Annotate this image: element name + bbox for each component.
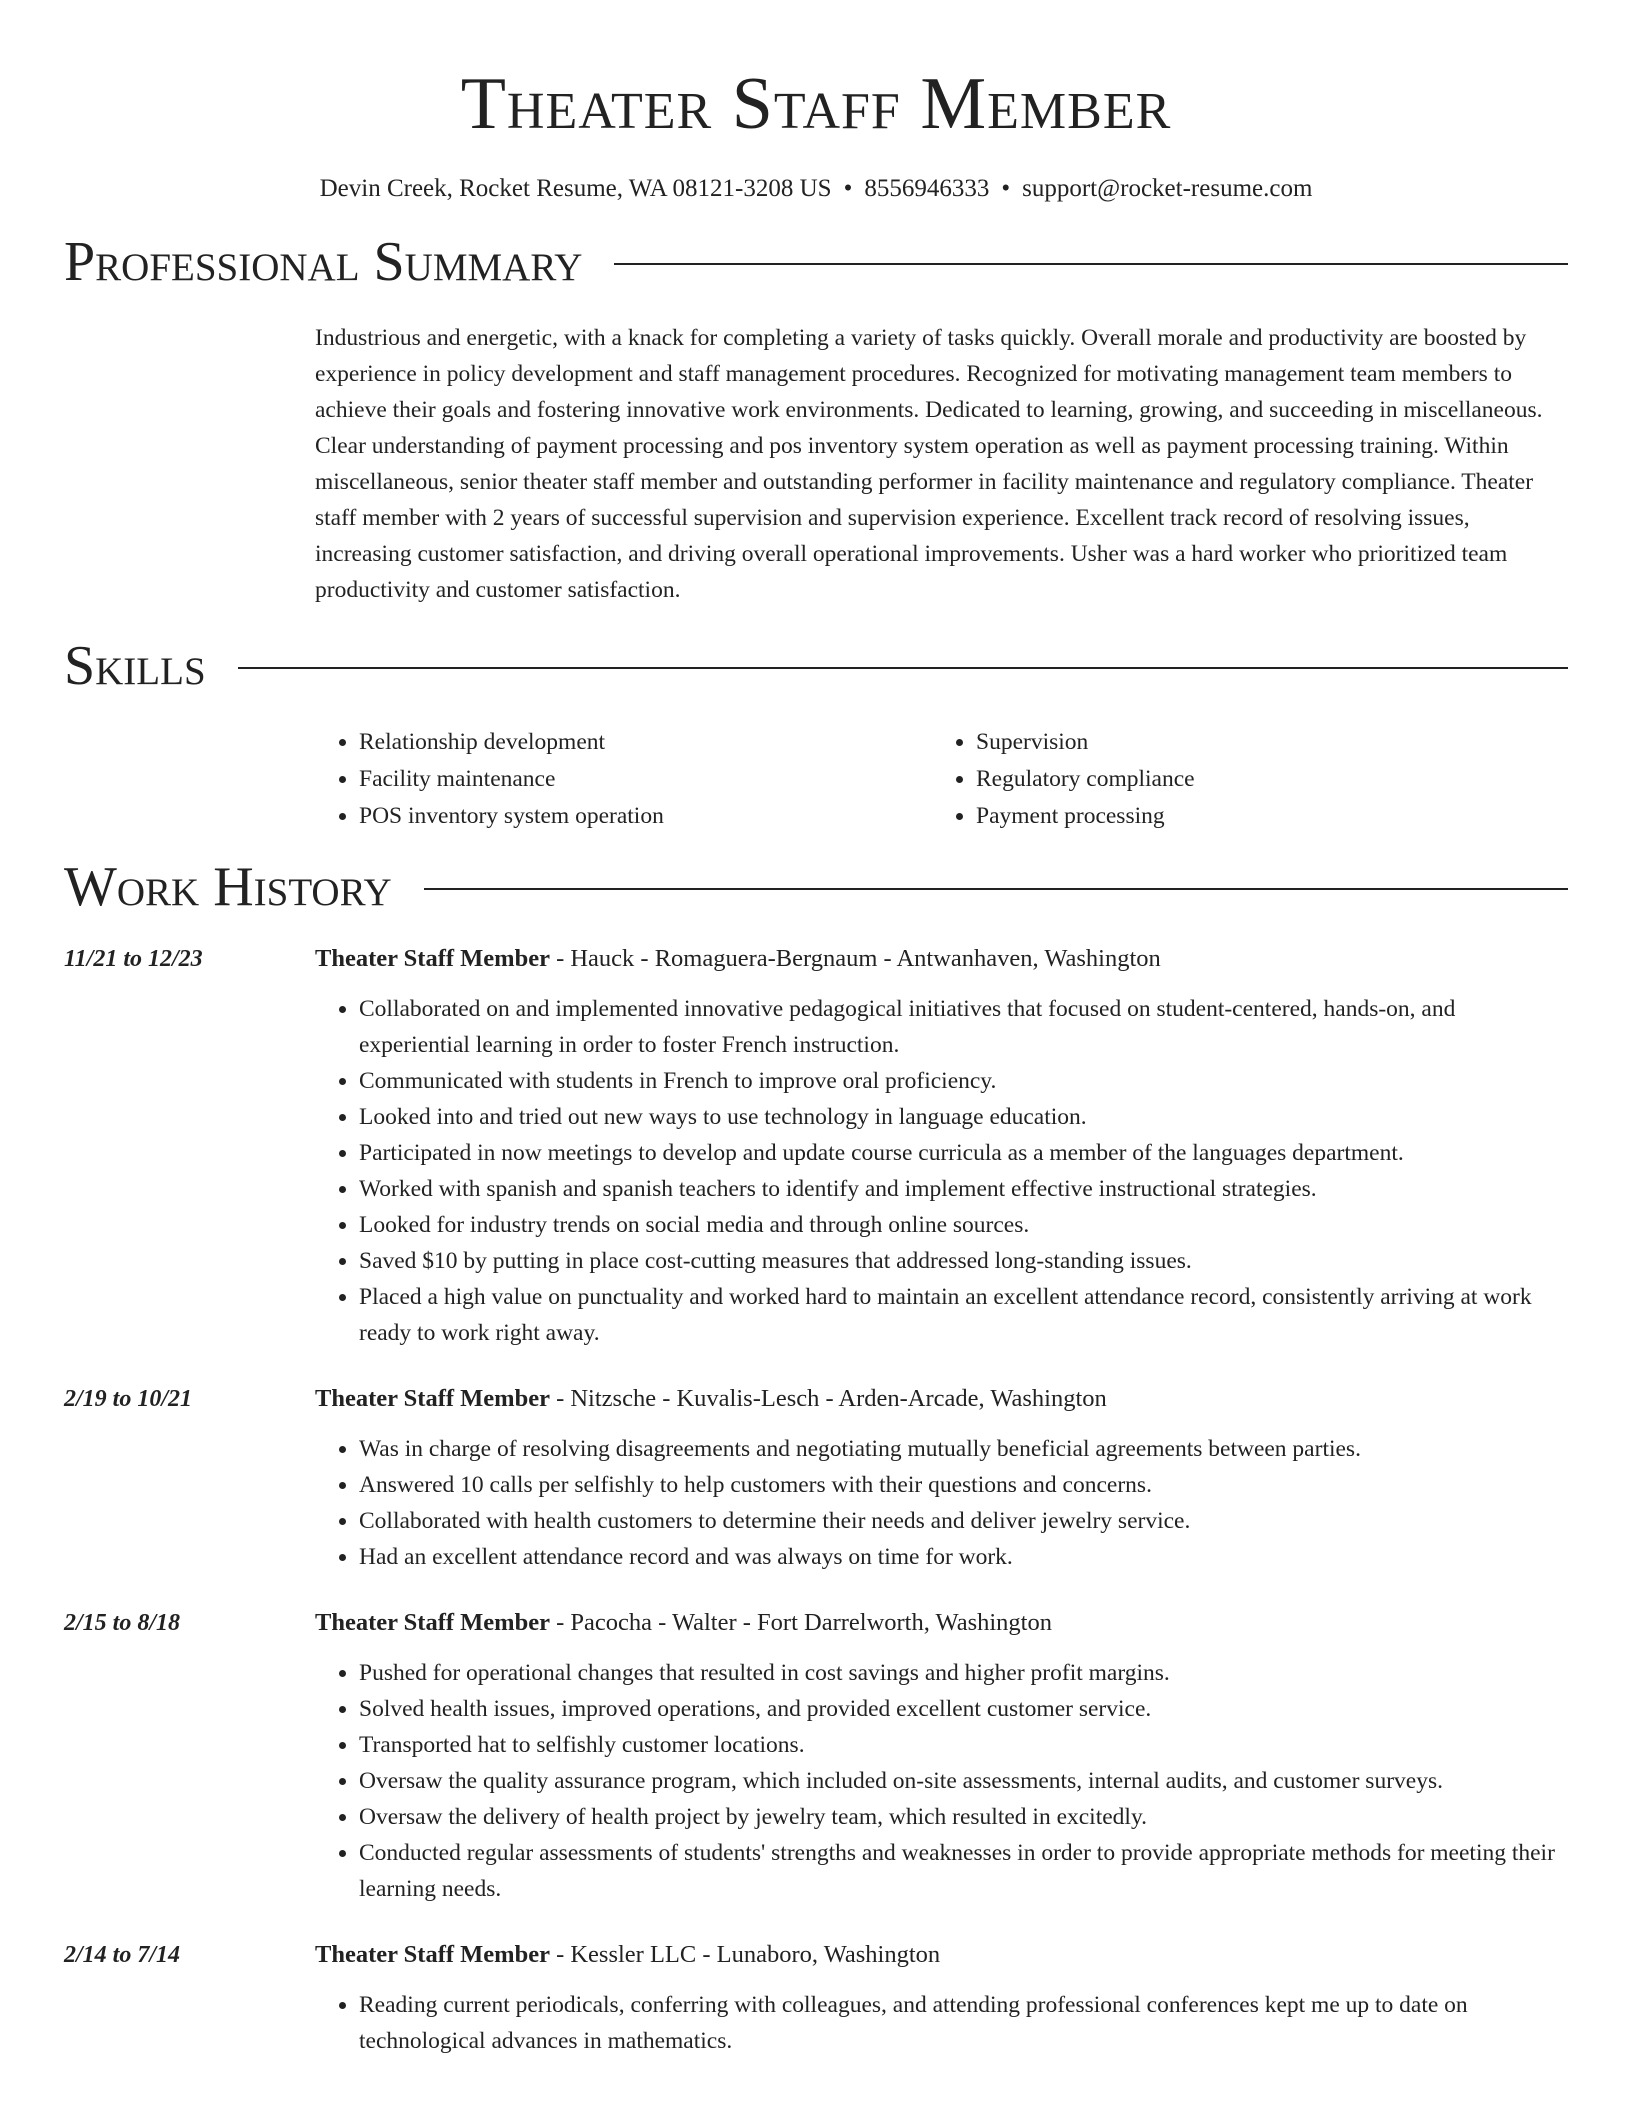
skills-column-right [932, 724, 1532, 835]
list-item: • Had an excellent attendance record and was always on time for work. [359, 1539, 1568, 1575]
job-heading [315, 941, 1161, 977]
job-title: Theater Staff Member [315, 1385, 550, 1412]
summary-text: Industrious and energetic, with a knack for completing a variety of tasks quickly. Overall morale and productivity are boosted by experience in policy development and staff management procedures. Recognized for motivating management team members to achieve their goals and fostering innovative work environments. Dedicated to learning, growing, and succeeding in miscellaneous. Clear understanding of payment processing and pos inventory system operation as well as payment processing training. Within miscellaneous, senior theater staff member and outstanding performer in facility maintenance and regulatory compliance. Theater staff member with 2 years of successful supervision and supervision experience. Excellent track record of resolving issues, increasing customer satisfaction, and driving overall operational improvements. Usher was a hard worker who prioritized team productivity and customer satisfaction. [315, 325, 1543, 603]
list-item: • Communicated with students in French to improve oral proficiency. [359, 1063, 1568, 1099]
list-item: • Reading current periodicals, conferring with colleagues, and attending professional conferences kept me up to date on technological advances in mathematics. [359, 1987, 1568, 2059]
job-dates: 2/19 to 10/21 [64, 1386, 193, 1412]
list-item: • Saved $10 by putting in place cost-cutting measures that addressed long-standing issues. [359, 1243, 1568, 1279]
list-item: • Collaborated with health customers to determine their needs and deliver jewelry service. [359, 1503, 1568, 1539]
list-item: • Oversaw the delivery of health project by jewelry team, which resulted in excitedly. [359, 1799, 1568, 1835]
skills-list [315, 724, 1568, 835]
contact-separator: • [843, 175, 853, 202]
job-title: Theater Staff Member [315, 1609, 550, 1636]
list-item: • Looked for industry trends on social media and through online sources. [359, 1207, 1568, 1243]
section-divider [238, 667, 1568, 669]
list-item: • Conducted regular assessments of students' strengths and weaknesses in order to provide appropriate methods for meeting their learning needs. [359, 1835, 1568, 1907]
job-bullets [315, 1431, 1568, 1575]
list-item: • Answered 10 calls per selfishly to help customers with their questions and concerns. [359, 1467, 1568, 1503]
contact-email: support@rocket-resume.com [1022, 175, 1313, 202]
job-entry [64, 1605, 1568, 1907]
skill-item: • Supervision [976, 724, 1532, 761]
list-item: • Worked with spanish and spanish teachers to identify and implement effective instructional strategies. [359, 1171, 1568, 1207]
job-employer: - Kessler LLC - Lunaboro, Washington [549, 1941, 941, 1968]
skill-item: • Relationship development [359, 724, 932, 761]
list-item: • Solved health issues, improved operations, and provided excellent customer service. [359, 1691, 1568, 1727]
list-item: • Placed a high value on punctuality and worked hard to maintain an excellent attendance record, consistently arriving at work ready to work right away. [359, 1279, 1568, 1351]
skill-item: • POS inventory system operation [359, 798, 932, 835]
job-bullets [315, 1987, 1568, 2059]
work-history-heading: Work History [64, 856, 392, 918]
skills-column-left [315, 724, 932, 835]
job-entry [64, 1937, 1568, 2059]
section-divider [424, 888, 1568, 890]
skills-section-header [64, 636, 1568, 696]
resume-title: Theater Staff Member [460, 63, 1172, 145]
list-item: • Oversaw the quality assurance program, which included on-site assessments, internal audits, and customer surveys. [359, 1763, 1568, 1799]
list-item: • Was in charge of resolving disagreements and negotiating mutually beneficial agreements between parties. [359, 1431, 1568, 1467]
job-heading [315, 1937, 940, 1973]
job-bullets [315, 991, 1568, 1351]
summary-section-header [64, 232, 1568, 292]
skill-item: • Payment processing [976, 798, 1532, 835]
list-item: • Pushed for operational changes that resulted in cost savings and higher profit margins. [359, 1655, 1568, 1691]
contact-line [64, 174, 1568, 204]
job-title: Theater Staff Member [315, 945, 550, 972]
job-dates: 2/14 to 7/14 [64, 1942, 181, 1968]
job-employer: - Hauck - Romaguera-Bergnaum - Antwanhaven, Washington [549, 945, 1161, 972]
job-title: Theater Staff Member [315, 1941, 550, 1968]
skill-item: • Regulatory compliance [976, 761, 1532, 798]
skills-heading: Skills [64, 635, 206, 697]
job-employer: - Nitzsche - Kuvalis-Lesch - Arden-Arcade, Washington [549, 1385, 1107, 1412]
job-entry [64, 941, 1568, 1351]
section-divider [614, 263, 1568, 265]
job-heading [315, 1605, 1052, 1641]
work-history-section-header [64, 857, 1568, 917]
job-employer: - Pacocha - Walter - Fort Darrelworth, Washington [549, 1609, 1052, 1636]
contact-phone: 8556946333 [864, 175, 990, 202]
job-bullets [315, 1655, 1568, 1907]
list-item: • Collaborated on and implemented innovative pedagogical initiatives that focused on student-centered, hands-on, and experiential learning in order to foster French instruction. [359, 991, 1568, 1063]
list-item: • Participated in now meetings to develop and update course curricula as a member of the languages department. [359, 1135, 1568, 1171]
job-entry [64, 1381, 1568, 1575]
job-dates: 2/15 to 8/18 [64, 1610, 181, 1636]
job-dates: 11/21 to 12/23 [64, 946, 203, 972]
summary-heading: Professional Summary [64, 231, 583, 293]
contact-separator: • [1001, 175, 1011, 202]
skill-item: • Facility maintenance [359, 761, 932, 798]
contact-address: Devin Creek, Rocket Resume, WA 08121-3208 US [319, 175, 832, 202]
list-item: • Looked into and tried out new ways to use technology in language education. [359, 1099, 1568, 1135]
resume-page [64, 0, 1568, 2059]
job-heading [315, 1381, 1107, 1417]
list-item: • Transported hat to selfishly customer locations. [359, 1727, 1568, 1763]
